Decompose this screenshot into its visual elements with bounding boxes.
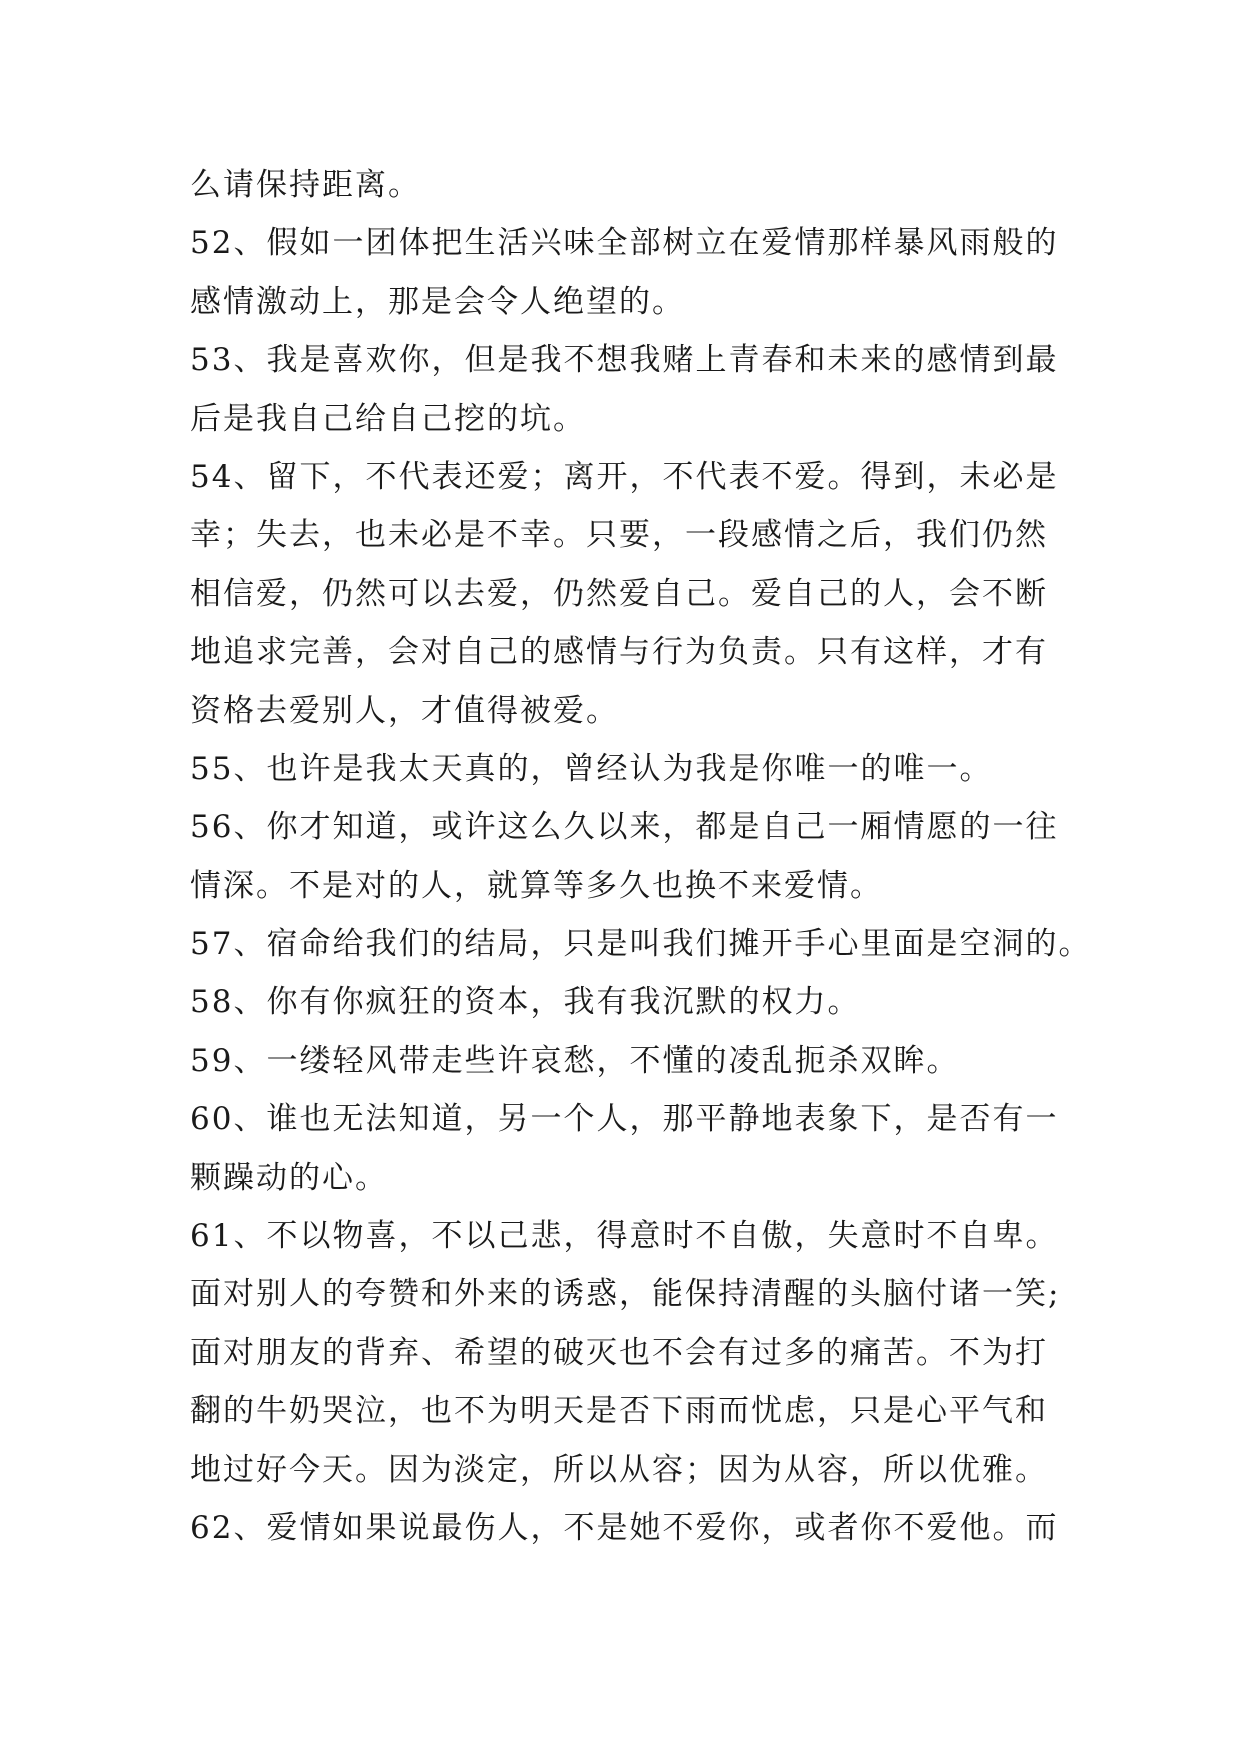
text-line: 感情激动上，那是会令人绝望的。 bbox=[190, 283, 685, 320]
body-text bbox=[190, 156, 1090, 1557]
text-line: 面对别人的夸赞和外来的诱惑，能保持清醒的头脑付诸一笑; bbox=[190, 1276, 1061, 1313]
text-line: 资格去爱别人，才值得被爱。 bbox=[190, 692, 619, 729]
text-line: 情深。不是对的人，就算等多久也换不来爱情。 bbox=[190, 867, 883, 904]
text-line: 幸；失去，也未必是不幸。只要，一段感情之后，我们仍然 bbox=[190, 517, 1048, 554]
text-line: 颗躁动的心。 bbox=[190, 1159, 388, 1196]
text-line: 么请保持距离。 bbox=[190, 167, 421, 203]
text-line: 55、也许是我太天真的，曾经认为我是你唯一的唯一。 bbox=[190, 750, 993, 787]
text-line: 面对朋友的背弃、希望的破灭也不会有过多的痛苦。不为打 bbox=[190, 1334, 1048, 1371]
text-line: 59、一缕轻风带走些许哀愁，不懂的凌乱扼杀双眸。 bbox=[190, 1042, 960, 1079]
text-line: 61、不以物喜，不以己悲，得意时不自傲，失意时不自卑。 bbox=[190, 1218, 1059, 1255]
text-line: 后是我自己给自己挖的坑。 bbox=[190, 400, 586, 437]
text-line: 54、留下，不代表还爱；离开，不代表不爱。得到，未必是 bbox=[190, 458, 1059, 495]
text-line: 60、谁也无法知道，另一个人，那平静地表象下，是否有一 bbox=[190, 1101, 1059, 1138]
text-line: 地追求完善，会对自己的感情与行为负责。只有这样，才有 bbox=[190, 634, 1048, 671]
text-line: 53、我是喜欢你，但是我不想我赌上青春和未来的感情到最 bbox=[190, 342, 1059, 379]
text-line: 地过好今天。因为淡定，所以从容；因为从容，所以优雅。 bbox=[190, 1451, 1048, 1488]
text-line: 翻的牛奶哭泣，也不为明天是否下雨而忧虑，只是心平气和 bbox=[190, 1393, 1048, 1430]
text-line: 57、宿命给我们的结局，只是叫我们摊开手心里面是空洞的。 bbox=[190, 926, 1092, 963]
text-line: 56、你才知道，或许这么久以来，都是自己一厢情愿的一往 bbox=[190, 809, 1059, 846]
text-line: 52、假如一团体把生活兴味全部树立在爱情那样暴风雨般的 bbox=[190, 225, 1059, 262]
text-line: 62、爱情如果说最伤人，不是她不爱你，或者你不爱他。而 bbox=[190, 1509, 1059, 1546]
text-line: 相信爱，仍然可以去爱，仍然爱自己。爱自己的人，会不断 bbox=[190, 575, 1048, 612]
text-line: 58、你有你疯狂的资本，我有我沉默的权力。 bbox=[190, 984, 861, 1021]
